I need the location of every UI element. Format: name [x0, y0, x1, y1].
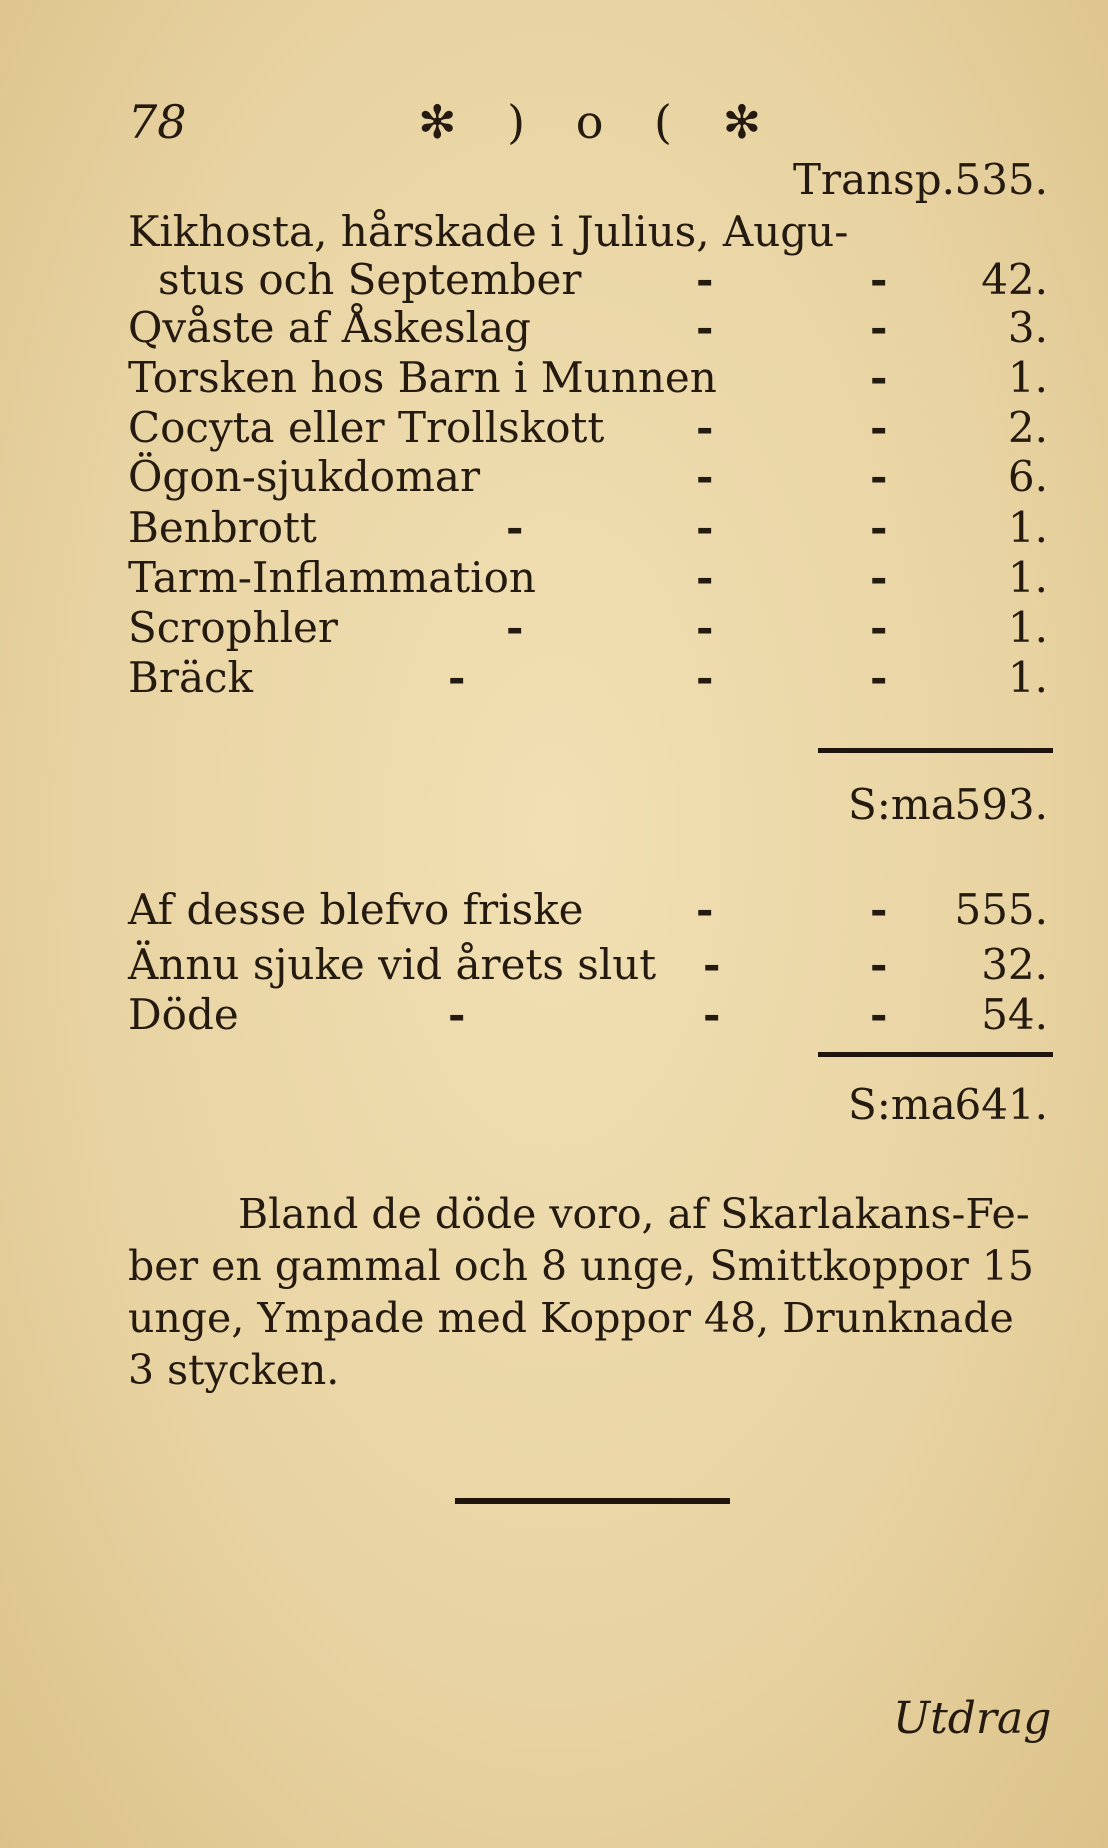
sum-rule [818, 748, 1053, 753]
table-row [128, 255, 1048, 305]
leader-dash: - [506, 503, 524, 552]
body-paragraph [128, 1188, 1053, 1396]
leader-dash: - [870, 990, 888, 1039]
leader-dash: - [870, 353, 888, 402]
leader-dash: - [448, 653, 466, 702]
row-value: 42. [981, 255, 1048, 304]
sum-rule [818, 1052, 1053, 1057]
transfer-row [128, 155, 1048, 205]
row-label: Torsken hos Barn i Munnen [128, 353, 717, 402]
row-label: Tarm-Inflammation [128, 553, 536, 602]
catchword: Utdrag [893, 1693, 1052, 1744]
paragraph-line: Bland de döde voro, af Skarlakans-Fe- [238, 1190, 1030, 1238]
leader-dash: - [448, 990, 466, 1039]
leader-dash: - [696, 503, 714, 552]
leader-dash: - [696, 452, 714, 501]
leader-dash: - [870, 885, 888, 934]
leader-dash: - [696, 403, 714, 452]
row-value: 54. [981, 990, 1048, 1039]
table-row [128, 940, 1048, 990]
row-value: 32. [981, 940, 1048, 989]
table-row [128, 990, 1048, 1040]
sum-row [128, 780, 1048, 830]
row-value: 1. [1007, 503, 1048, 552]
leader-dash: - [870, 255, 888, 304]
table-row [128, 403, 1048, 453]
row-value: 555. [954, 885, 1048, 934]
sum-label: S:ma [848, 780, 956, 829]
row-label: Qvåste af Åskeslag [128, 303, 531, 352]
leader-dash: - [870, 603, 888, 652]
leader-dash: - [703, 990, 721, 1039]
sum-label: S:ma [848, 1080, 956, 1129]
table-row [128, 303, 1048, 353]
table-row [128, 885, 1048, 935]
sum-row [128, 1080, 1048, 1130]
transfer-value: 535. [954, 155, 1048, 204]
leader-dash: - [870, 553, 888, 602]
paragraph-line: ber en gammal och 8 unge, Smittkoppor 15 [128, 1242, 1035, 1290]
leader-dash: - [870, 503, 888, 552]
leader-dash: - [870, 403, 888, 452]
header-ornament: ✻ ) o ( ✻ [418, 95, 780, 149]
table-row [128, 503, 1048, 553]
leader-dash: - [696, 653, 714, 702]
table-row [128, 653, 1048, 703]
leader-dash: - [696, 553, 714, 602]
table-row [128, 452, 1048, 502]
sum-value: 593. [954, 780, 1048, 829]
row-label: Benbrott [128, 503, 317, 552]
leader-dash: - [696, 303, 714, 352]
row-value: 1. [1007, 653, 1048, 702]
row-label: Scrophler [128, 603, 338, 652]
leader-dash: - [506, 603, 524, 652]
row-label: Kikhosta, hårskade i Julius, Augu- [128, 207, 849, 256]
row-label: Ännu sjuke vid årets slut [128, 940, 657, 989]
page-number: 78 [128, 95, 187, 149]
leader-dash: - [870, 653, 888, 702]
leader-dash: - [696, 255, 714, 304]
row-label: stus och September [158, 255, 582, 304]
paragraph-line: unge, Ympade med Koppor 48, Drunknade [128, 1294, 1014, 1342]
sum-value: 641. [954, 1080, 1048, 1129]
page-header [128, 95, 1048, 155]
leader-dash: - [696, 885, 714, 934]
table-row [128, 553, 1048, 603]
row-value: 2. [1007, 403, 1048, 452]
row-label: Bräck [128, 653, 253, 702]
leader-dash: - [870, 940, 888, 989]
section-divider [455, 1498, 730, 1504]
row-label: Af desse blefvo friske [128, 885, 584, 934]
row-label: Döde [128, 990, 239, 1039]
row-value: 6. [1007, 452, 1048, 501]
leader-dash: - [870, 452, 888, 501]
row-label: Cocyta eller Trollskott [128, 403, 605, 452]
leader-dash: - [870, 303, 888, 352]
row-value: 1. [1007, 553, 1048, 602]
table-row [128, 603, 1048, 653]
row-value: 1. [1007, 353, 1048, 402]
row-value: 3. [1007, 303, 1048, 352]
leader-dash: - [703, 940, 721, 989]
paragraph-line: 3 stycken. [128, 1346, 340, 1394]
table-row [128, 207, 1048, 257]
leader-dash: - [696, 603, 714, 652]
row-label: Ögon-sjukdomar [128, 452, 481, 501]
transfer-label: Transp. [793, 155, 955, 204]
row-value: 1. [1007, 603, 1048, 652]
table-row [128, 353, 1048, 403]
